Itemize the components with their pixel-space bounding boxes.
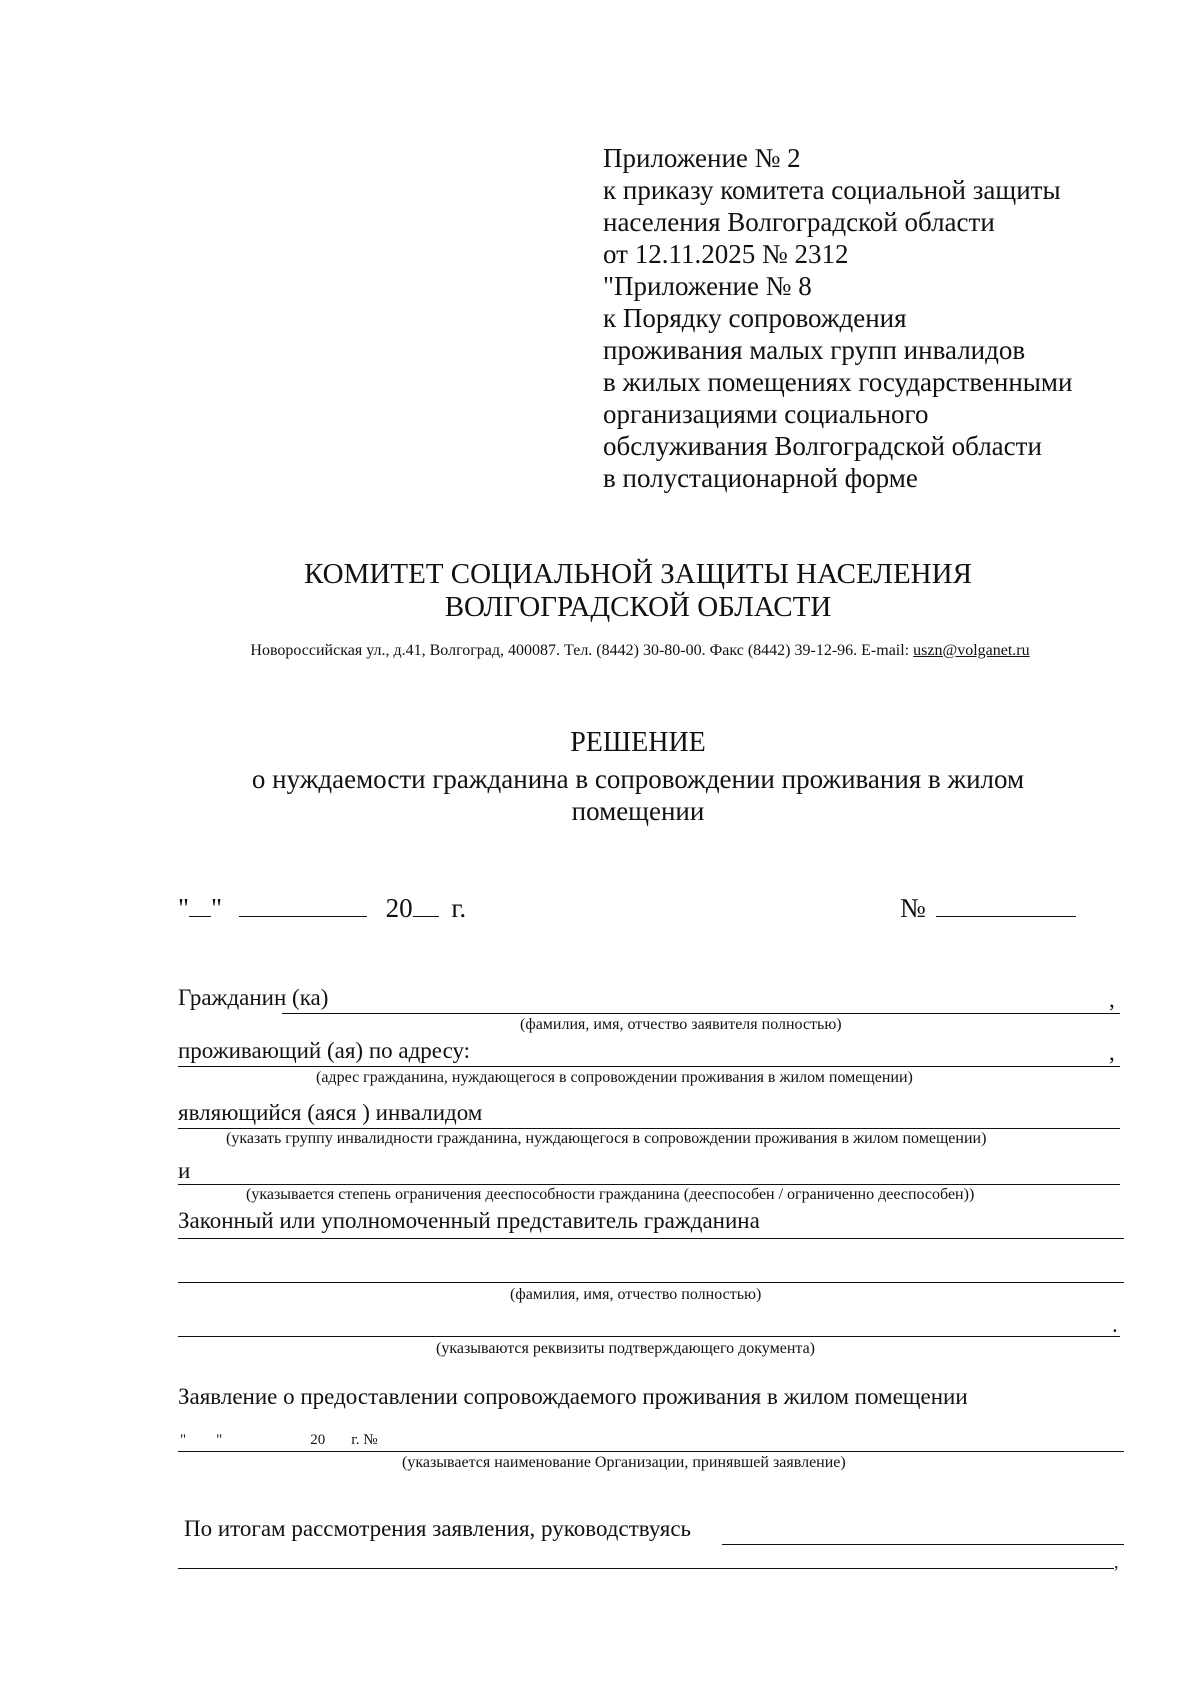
- disability-hint: (указать группу инвалидности гражданина, нуждающегося в сопровождении проживания в жилом помещении): [226, 1130, 987, 1147]
- appendix-line: Приложение № 2: [603, 143, 801, 173]
- appendix-line: к приказу комитета социальной защиты: [603, 175, 1061, 205]
- organization-hint: (указывается наименование Организации, принявшей заявление): [402, 1454, 846, 1471]
- appendix-line: обслуживания Волгоградской области: [603, 431, 1042, 461]
- appendix-line: населения Волгоградской области: [603, 207, 995, 237]
- app-quote-close: ": [216, 1432, 223, 1448]
- document-period: .: [1112, 1312, 1118, 1337]
- day-blank[interactable]: [189, 890, 211, 917]
- results-comma: ,: [1114, 1552, 1119, 1572]
- app-year: 20: [310, 1432, 326, 1448]
- citizen-field-line[interactable]: [282, 1013, 1120, 1014]
- application-label: Заявление о предоставлении сопровождаемого проживания в жилом помещении: [178, 1384, 968, 1409]
- number-label: №: [900, 893, 926, 923]
- fio-hint: (фамилия, имя, отчество полностью): [510, 1286, 762, 1303]
- document-field-line[interactable]: [178, 1336, 1120, 1337]
- quote-close: ": [211, 893, 223, 923]
- appendix-block: [603, 142, 1072, 494]
- appendix-line: проживания малых групп инвалидов: [603, 335, 1026, 365]
- quote-open: ": [178, 893, 190, 923]
- representative-label: Законный или уполномоченный представитель гражданина: [178, 1208, 760, 1233]
- results-basis-line[interactable]: [722, 1544, 1124, 1545]
- address-comma: ,: [1109, 1040, 1115, 1065]
- disability-field-line[interactable]: [178, 1128, 1120, 1129]
- document-hint: (указываются реквизиты подтверждающего документа): [436, 1340, 815, 1357]
- appendix-line: к Порядку сопровождения: [603, 303, 907, 333]
- representative-line: [178, 1238, 1124, 1239]
- address-text: Новороссийская ул., д.41, Волгоград, 400087. Тел. (8442) 30-80-00. Факс (8442) 39-12-96. E-mail:: [250, 642, 914, 659]
- decision-subtitle-line2: помещении: [571, 796, 705, 826]
- address-hint: (адрес гражданина, нуждающегося в сопровождении проживания в жилом помещении): [316, 1069, 913, 1086]
- citizen-label: Гражданин (ка): [178, 985, 329, 1010]
- number-blank[interactable]: [936, 890, 1076, 917]
- year-suffix: г.: [451, 893, 467, 923]
- decision-subtitle-line1: о нуждаемости гражданина в сопровождении проживания в жилом: [251, 764, 1025, 794]
- app-number-label: г. №: [351, 1432, 378, 1448]
- appendix-line: в жилых помещениях государственными: [603, 367, 1073, 397]
- citizen-hint: (фамилия, имя, отчество заявителя полностью): [520, 1016, 842, 1033]
- address-field-line[interactable]: [178, 1066, 1120, 1067]
- organization-name-line1: КОМИТЕТ СОЦИАЛЬНОЙ ЗАЩИТЫ НАСЕЛЕНИЯ: [304, 558, 972, 590]
- application-date: [180, 1432, 378, 1449]
- results-label: По итогам рассмотрения заявления, руководствуясь: [184, 1516, 692, 1541]
- application-field-line[interactable]: [178, 1451, 1124, 1452]
- organization-address: [0, 642, 1200, 660]
- appendix-line: в полустационарной форме: [603, 463, 918, 493]
- citizen-comma: ,: [1109, 987, 1115, 1012]
- organization-name-line2: ВОЛГОГРАДСКОЙ ОБЛАСТИ: [444, 591, 832, 623]
- number-line: [900, 890, 1076, 924]
- and-label: и: [178, 1158, 191, 1183]
- year-blank[interactable]: [413, 890, 439, 917]
- appendix-line: от 12.11.2025 № 2312: [603, 239, 849, 269]
- representative-fio-line[interactable]: [178, 1282, 1124, 1283]
- app-quote-open: ": [180, 1432, 187, 1448]
- decision-title: РЕШЕНИЕ: [570, 727, 706, 758]
- address-label: проживающий (ая) по адресу:: [178, 1038, 471, 1063]
- date-line: [178, 890, 466, 924]
- appendix-line: организациями социального: [603, 399, 929, 429]
- year-prefix: 20: [385, 893, 413, 923]
- appendix-line: "Приложение № 8: [603, 271, 812, 301]
- capacity-field-line[interactable]: [178, 1184, 1120, 1185]
- month-blank[interactable]: [239, 890, 367, 917]
- results-continuation-line[interactable]: [178, 1568, 1114, 1569]
- disability-label: являющийся (аяся ) инвалидом: [178, 1100, 483, 1125]
- email-link[interactable]: uszn@volganet.ru: [913, 642, 1030, 659]
- capacity-hint: (указывается степень ограничения дееспособности гражданина (дееспособен / ограниченно дееспособен)): [246, 1186, 975, 1203]
